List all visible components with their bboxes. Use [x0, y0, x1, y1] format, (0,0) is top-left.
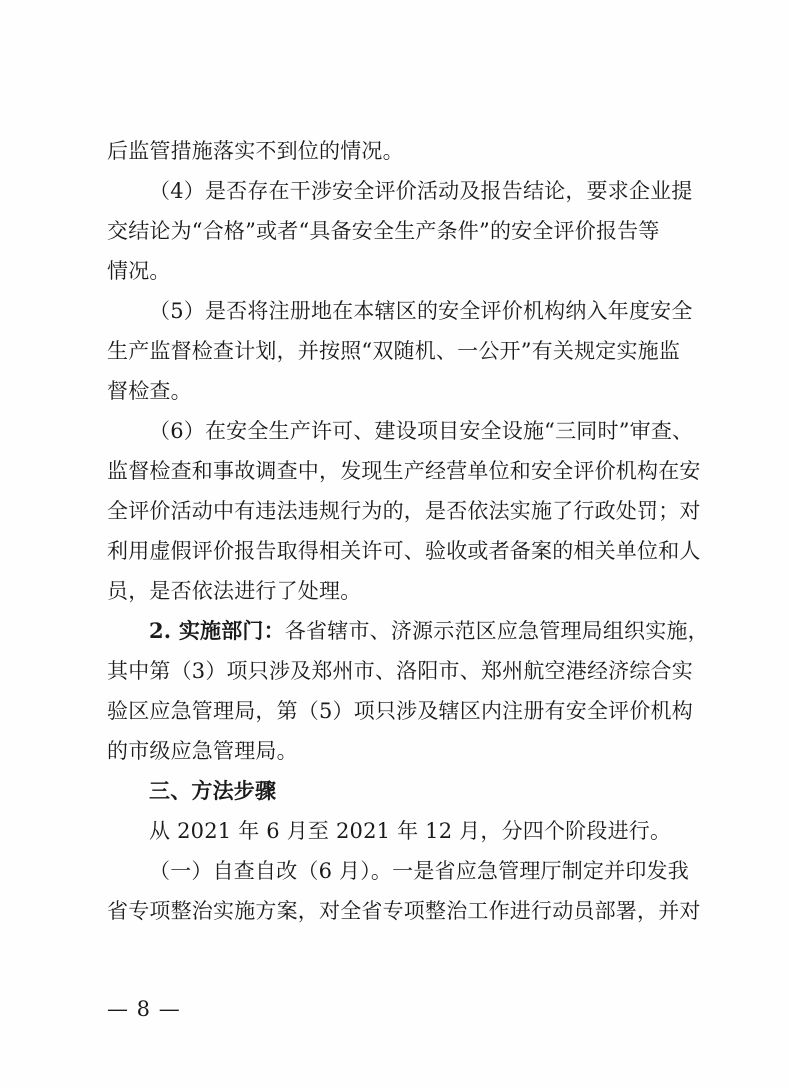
implementation-text: 各省辖市、济源示范区应急管理局组织实施， [284, 619, 709, 643]
item-6-line: 监督检查和事故调查中，发现生产经营单位和安全评价机构在安 [107, 459, 701, 483]
item-6-line: 全评价活动中有违法违规行为的，是否依法实施了行政处罚；对 [107, 499, 701, 523]
item-6-line: 员，是否依法进行了处理。 [107, 579, 362, 603]
item-4-line: 情况。 [107, 259, 171, 283]
stage-one-line: （一）自查自改（6 月）。一是省应急管理厅制定并印发我 [149, 859, 689, 883]
implementation-line: 的市级应急管理局。 [107, 739, 298, 763]
implementation-line: 验区应急管理局，第（5）项只涉及辖区内注册有安全评价机构 [107, 699, 693, 723]
implementation-line: 其中第（3）项只涉及郑州市、洛阳市、郑州航空港经济综合实 [107, 659, 693, 683]
item-6-line: 利用虚假评价报告取得相关许可、验收或者备案的相关单位和人 [107, 539, 701, 563]
stage-one-line: 省专项整治实施方案，对全省专项整治工作进行动员部署，并对 [107, 899, 701, 923]
item-4-line: （4）是否存在干涉安全评价活动及报告结论，要求企业提 [149, 179, 693, 203]
page-number: — 8 — [107, 997, 181, 1021]
implementation-line [107, 611, 709, 651]
schedule-line: 从 2021 年 6 月至 2021 年 12 月，分四个阶段进行。 [149, 819, 672, 843]
item-5-line: （5）是否将注册地在本辖区的安全评价机构纳入年度安全 [149, 299, 693, 323]
document-body [107, 131, 709, 931]
item-5-line: 生产监督检查计划，并按照“双随机、一公开”有关规定实施监 [107, 339, 681, 363]
section-heading: 三、方法步骤 [149, 779, 277, 803]
item-6-line: （6）在安全生产许可、建设项目安全设施“三同时”审查、 [149, 419, 694, 443]
implementation-label: 2. 实施部门： [149, 618, 285, 643]
item-4-line: 交结论为“合格”或者“具备安全生产条件”的安全评价报告等 [107, 219, 660, 243]
paragraph-line: 后监管措施落实不到位的情况。 [107, 139, 404, 163]
item-5-line: 督检查。 [107, 379, 192, 403]
